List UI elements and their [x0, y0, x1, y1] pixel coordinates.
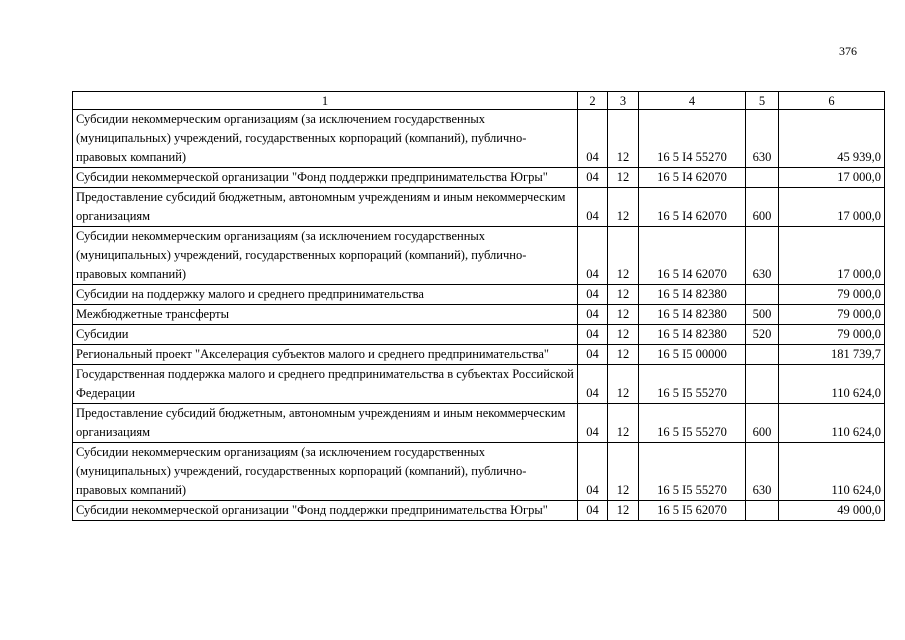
- row-name: Межбюджетные трансферты: [73, 305, 578, 325]
- column-header-5: 5: [746, 92, 779, 110]
- row-name: Предоставление субсидий бюджетным, автономным учреждениям и иным некоммерческим организациям: [73, 404, 578, 443]
- row-amount: 79 000,0: [779, 305, 885, 325]
- column-header-1: 1: [73, 92, 578, 110]
- row-name: Региональный проект "Акселерация субъектов малого и среднего предпринимательства": [73, 345, 578, 365]
- row-section: 04: [578, 325, 608, 345]
- row-section: 04: [578, 305, 608, 325]
- row-section: 04: [578, 501, 608, 521]
- table-row: [73, 345, 885, 365]
- row-name: Субсидии некоммерческим организациям (за исключением государственных (муниципальных) учреждений, государственных корпораций (компаний), публично-правовых компаний): [73, 110, 578, 168]
- row-target-code: 16 5 I4 62070: [639, 168, 746, 188]
- row-expense-type: 630: [746, 443, 779, 501]
- table-row: [73, 285, 885, 305]
- row-section: 04: [578, 227, 608, 285]
- row-target-code: 16 5 I4 82380: [639, 325, 746, 345]
- row-target-code: 16 5 I4 62070: [639, 227, 746, 285]
- row-expense-type: [746, 285, 779, 305]
- row-target-code: 16 5 I5 00000: [639, 345, 746, 365]
- row-subsection: 12: [608, 345, 639, 365]
- row-name: Субсидии: [73, 325, 578, 345]
- row-amount: 17 000,0: [779, 227, 885, 285]
- row-name: Субсидии некоммерческим организациям (за исключением государственных (муниципальных) учреждений, государственных корпораций (компаний), публично-правовых компаний): [73, 227, 578, 285]
- column-header-4: 4: [639, 92, 746, 110]
- row-section: 04: [578, 188, 608, 227]
- row-subsection: 12: [608, 227, 639, 285]
- row-name: Субсидии некоммерческой организации "Фонд поддержки предпринимательства Югры": [73, 168, 578, 188]
- column-header-6: 6: [779, 92, 885, 110]
- row-target-code: 16 5 I5 55270: [639, 404, 746, 443]
- row-section: 04: [578, 110, 608, 168]
- row-name: Государственная поддержка малого и среднего предпринимательства в субъектах Российской Федерации: [73, 365, 578, 404]
- row-name: Субсидии некоммерческим организациям (за исключением государственных (муниципальных) учреждений, государственных корпораций (компаний), публично-правовых компаний): [73, 443, 578, 501]
- table-row: [73, 404, 885, 443]
- table-row: [73, 305, 885, 325]
- row-section: 04: [578, 404, 608, 443]
- row-amount: 110 624,0: [779, 404, 885, 443]
- row-target-code: 16 5 I4 55270: [639, 110, 746, 168]
- row-expense-type: 600: [746, 404, 779, 443]
- row-subsection: 12: [608, 443, 639, 501]
- row-section: 04: [578, 168, 608, 188]
- table-row: [73, 188, 885, 227]
- row-subsection: 12: [608, 188, 639, 227]
- row-name: Предоставление субсидий бюджетным, автономным учреждениям и иным некоммерческим организациям: [73, 188, 578, 227]
- row-amount: 110 624,0: [779, 443, 885, 501]
- table-row: [73, 443, 885, 501]
- row-expense-type: 600: [746, 188, 779, 227]
- row-amount: 110 624,0: [779, 365, 885, 404]
- row-expense-type: [746, 365, 779, 404]
- table-row: [73, 227, 885, 285]
- row-amount: 79 000,0: [779, 325, 885, 345]
- row-amount: 79 000,0: [779, 285, 885, 305]
- row-target-code: 16 5 I4 62070: [639, 188, 746, 227]
- row-amount: 17 000,0: [779, 168, 885, 188]
- header-row: [73, 92, 885, 110]
- row-expense-type: [746, 345, 779, 365]
- row-subsection: 12: [608, 168, 639, 188]
- row-expense-type: 630: [746, 227, 779, 285]
- row-section: 04: [578, 345, 608, 365]
- row-expense-type: 500: [746, 305, 779, 325]
- row-subsection: 12: [608, 110, 639, 168]
- table-row: [73, 501, 885, 521]
- row-amount: 49 000,0: [779, 501, 885, 521]
- row-target-code: 16 5 I5 62070: [639, 501, 746, 521]
- row-section: 04: [578, 443, 608, 501]
- table-row: [73, 365, 885, 404]
- row-expense-type: [746, 501, 779, 521]
- row-section: 04: [578, 365, 608, 404]
- row-subsection: 12: [608, 365, 639, 404]
- row-subsection: 12: [608, 501, 639, 521]
- row-subsection: 12: [608, 305, 639, 325]
- row-amount: 181 739,7: [779, 345, 885, 365]
- row-name: Субсидии некоммерческой организации "Фонд поддержки предпринимательства Югры": [73, 501, 578, 521]
- table-row: [73, 110, 885, 168]
- row-subsection: 12: [608, 404, 639, 443]
- budget-table: [72, 91, 885, 521]
- table-row: [73, 168, 885, 188]
- row-target-code: 16 5 I5 55270: [639, 443, 746, 501]
- column-header-3: 3: [608, 92, 639, 110]
- row-amount: 45 939,0: [779, 110, 885, 168]
- row-expense-type: [746, 168, 779, 188]
- table-row: [73, 325, 885, 345]
- row-section: 04: [578, 285, 608, 305]
- row-name: Субсидии на поддержку малого и среднего предпринимательства: [73, 285, 578, 305]
- row-target-code: 16 5 I4 82380: [639, 285, 746, 305]
- row-subsection: 12: [608, 285, 639, 305]
- row-target-code: 16 5 I4 82380: [639, 305, 746, 325]
- row-subsection: 12: [608, 325, 639, 345]
- row-amount: 17 000,0: [779, 188, 885, 227]
- row-target-code: 16 5 I5 55270: [639, 365, 746, 404]
- row-expense-type: 520: [746, 325, 779, 345]
- page-number: 376: [839, 44, 857, 58]
- column-header-2: 2: [578, 92, 608, 110]
- row-expense-type: 630: [746, 110, 779, 168]
